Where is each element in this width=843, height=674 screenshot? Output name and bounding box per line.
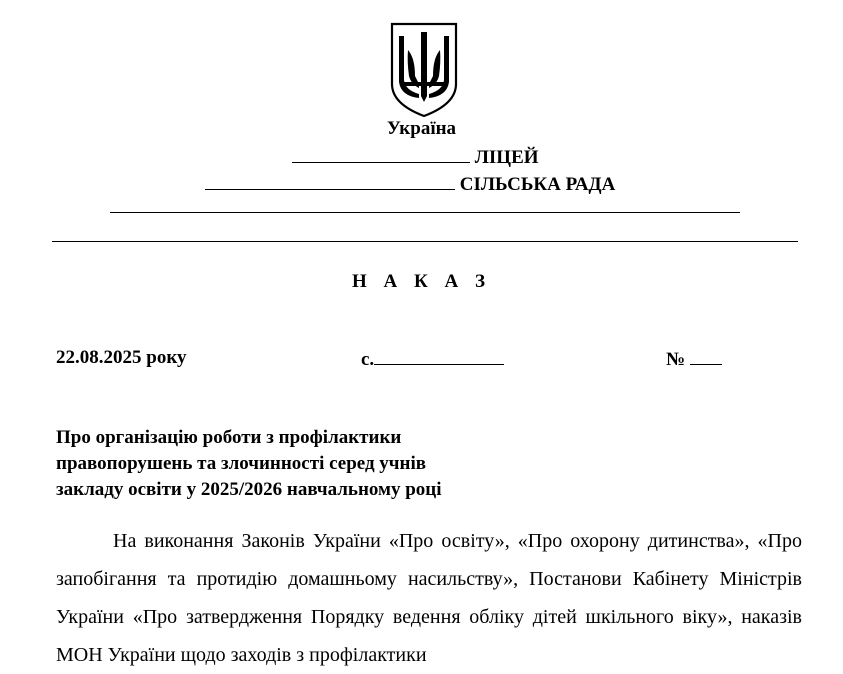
village-prefix: с.	[361, 349, 375, 370]
organization-name-line	[292, 145, 539, 169]
number-blank	[690, 347, 722, 365]
country-name: Україна	[386, 118, 457, 139]
order-subject	[56, 425, 442, 503]
organization-type: ЛІЦЕЙ	[474, 147, 539, 168]
council-name-blank	[205, 172, 455, 190]
address-blank-line	[110, 212, 740, 213]
subject-line: Про організацію роботи з профілактики	[56, 427, 402, 448]
council-name-line	[205, 172, 615, 196]
order-number-field	[666, 347, 722, 371]
header-divider	[52, 241, 798, 242]
organization-name-blank	[292, 145, 470, 163]
order-body	[56, 522, 802, 674]
subject-line: закладу освіти у 2025/2026 навчальному році	[56, 479, 442, 500]
subject-line: правопорушень та злочинності серед учнів	[56, 453, 427, 474]
document-title: Н А К А З	[351, 271, 492, 292]
village-field	[361, 347, 504, 371]
body-paragraph: На виконання Законів України «Про освіту», «Про охорону дитинства», «Про запобігання та протидію домашньому насильству», Постанови Кабінету Міністрів України «Про затвердження Порядку ведення обліку дітей шкільного віку», наказів МОН України щодо заходів з профілактики	[56, 530, 802, 666]
council-type: СІЛЬСЬКА РАДА	[459, 174, 616, 195]
number-prefix: №	[666, 349, 686, 370]
coat-of-arms-icon	[389, 22, 459, 118]
village-blank	[374, 347, 504, 365]
document-date: 22.08.2025 року	[56, 347, 187, 368]
